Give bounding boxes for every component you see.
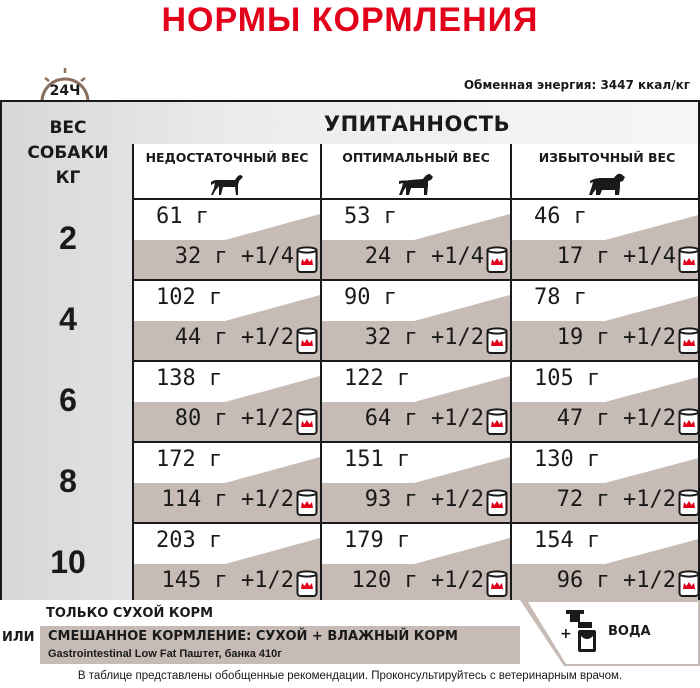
mixed-food-amount: 17 г +1/4 (556, 244, 676, 269)
can-icon (678, 408, 700, 436)
mixed-food-amount: 145 г +1/2 (161, 568, 294, 593)
table-cell (512, 362, 700, 442)
energy-info: Обменная энергия: 3447 ккал/кг (463, 78, 690, 92)
legend-mixed-box (40, 626, 520, 664)
weight-label: 2 (59, 220, 77, 256)
dry-food-amount: 154 г (534, 528, 601, 553)
dog-optimal-icon (396, 171, 436, 197)
column-header-optimal: ОПТИМАЛЬНЫЙ ВЕС (322, 144, 510, 198)
feeding-table (0, 100, 700, 600)
weight-label: 4 (59, 301, 77, 337)
legend-dry-only: ТОЛЬКО СУХОЙ КОРМ (46, 606, 214, 621)
mixed-food-amount: 32 г +1/2 (364, 325, 484, 350)
dry-food-amount: 179 г (344, 528, 411, 553)
can-icon (486, 570, 508, 598)
clock-label: 24Ч (49, 83, 81, 99)
table-cell (322, 524, 510, 600)
dry-food-amount: 46 г (534, 204, 587, 229)
can-icon (296, 489, 318, 517)
table-cell (512, 443, 700, 523)
legend-or: ИЛИ (2, 630, 35, 645)
dry-food-amount: 203 г (156, 528, 223, 553)
can-icon (486, 327, 508, 355)
dry-food-amount: 138 г (156, 366, 223, 391)
dry-food-amount: 90 г (344, 285, 397, 310)
can-icon (296, 246, 318, 274)
table-cell (322, 200, 510, 280)
dry-food-amount: 130 г (534, 447, 601, 472)
can-icon (296, 570, 318, 598)
dog-thin-icon (207, 171, 247, 197)
legend-mixed: СМЕШАННОЕ КОРМЛЕНИЕ: СУХОЙ + ВЛАЖНЫЙ КОРМ (48, 629, 458, 644)
can-icon (678, 570, 700, 598)
dry-food-amount: 102 г (156, 285, 223, 310)
page-title: НОРМЫ КОРМЛЕНИЯ (161, 1, 539, 39)
can-icon (678, 489, 700, 517)
water-plus: + (560, 626, 572, 642)
table-cell (322, 281, 510, 361)
can-icon (296, 408, 318, 436)
legend-water: ВОДА (608, 624, 651, 639)
table-cell (134, 443, 320, 523)
mixed-food-amount: 24 г +1/4 (364, 244, 484, 269)
mixed-food-amount: 19 г +1/2 (556, 325, 676, 350)
mixed-food-amount: 120 г +1/2 (351, 568, 484, 593)
table-cell (134, 524, 320, 600)
dry-food-amount: 105 г (534, 366, 601, 391)
table-cell (134, 281, 320, 361)
column-header-underweight: НЕДОСТАТОЧНЫЙ ВЕС (134, 144, 320, 198)
mixed-food-amount: 80 г +1/2 (174, 406, 294, 431)
mixed-food-amount: 64 г +1/2 (364, 406, 484, 431)
weight-label: 6 (59, 382, 77, 418)
dry-food-amount: 172 г (156, 447, 223, 472)
weight-label: 10 (50, 544, 86, 580)
mixed-food-amount: 114 г +1/2 (161, 487, 294, 512)
mixed-food-amount: 32 г +1/4 (174, 244, 294, 269)
weight-header: ВЕС СОБАКИ КГ (27, 118, 109, 188)
mixed-food-amount: 44 г +1/2 (174, 325, 294, 350)
weight-label: 8 (59, 463, 77, 499)
dry-food-amount: 122 г (344, 366, 411, 391)
dry-food-amount: 78 г (534, 285, 587, 310)
mixed-food-amount: 93 г +1/2 (364, 487, 484, 512)
footnote: В таблице представлены обобщенные рекомендации. Проконсультируйтесь с ветеринарным врачом. (77, 670, 623, 682)
table-cell (322, 362, 510, 442)
nutrition-header: УПИТАННОСТЬ (323, 112, 511, 136)
table-cell (134, 200, 320, 280)
can-icon (486, 489, 508, 517)
can-icon (486, 246, 508, 274)
table-cell (134, 362, 320, 442)
dry-food-amount: 151 г (344, 447, 411, 472)
mixed-food-amount: 72 г +1/2 (556, 487, 676, 512)
table-cell (512, 524, 700, 600)
table-cell (512, 281, 700, 361)
dog-heavy-icon (587, 171, 627, 197)
table-cell (512, 200, 700, 280)
can-icon (678, 327, 700, 355)
table-cell (322, 443, 510, 523)
column-header-overweight: ИЗБЫТОЧНЫЙ ВЕС (512, 144, 700, 198)
can-icon (678, 246, 700, 274)
can-icon (486, 408, 508, 436)
mixed-food-amount: 47 г +1/2 (556, 406, 676, 431)
dry-food-amount: 61 г (156, 204, 209, 229)
dry-food-amount: 53 г (344, 204, 397, 229)
mixed-food-amount: 96 г +1/2 (556, 568, 676, 593)
legend-mixed-product: Gastrointestinal Low Fat Паштет, банка 410г (48, 648, 282, 660)
can-icon (296, 327, 318, 355)
